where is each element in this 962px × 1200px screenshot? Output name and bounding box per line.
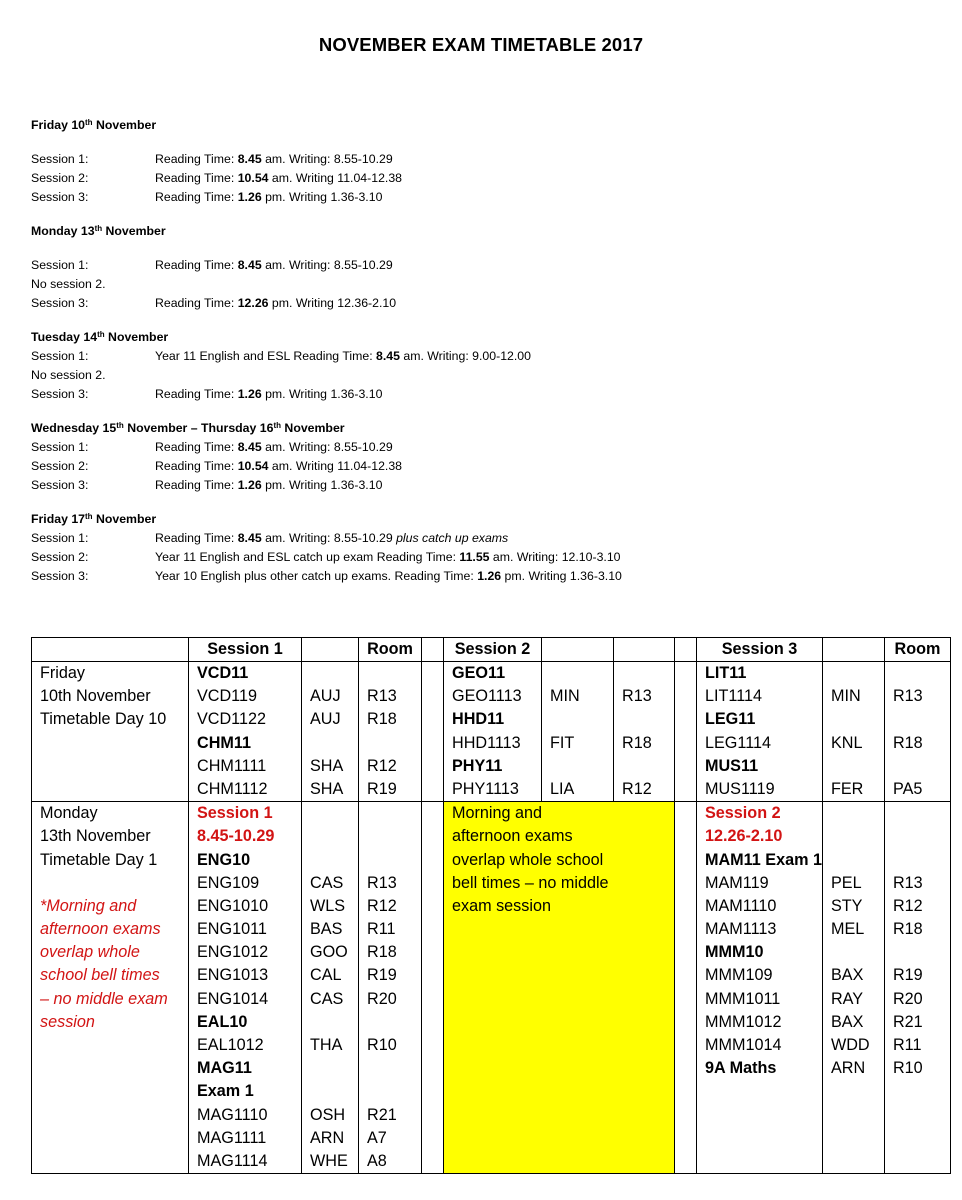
- header-session3: Session 3: [697, 638, 823, 662]
- session1-subjects: Session 1 8.45-10.29 ENG10 ENG109 ENG1010 ENG1011 ENG1012 ENG1013 ENG1014 EAL10 EAL1012 MAG11 Exam 1 MAG1110 MAG1111 MAG1114: [189, 802, 302, 1174]
- schedule-line: Session 2: Reading Time: 10.54 am. Writing 11.04-12.38: [31, 171, 403, 185]
- schedule-line: Session 3: Year 10 English plus other catch up exams. Reading Time: 1.26 pm. Writing 1.36-3.10: [31, 569, 622, 583]
- header-session1: Session 1: [189, 638, 302, 662]
- day-heading-fri17: Friday 17th November: [31, 512, 157, 526]
- day-heading-mon13: Monday 13th November: [31, 224, 166, 238]
- schedule-line: Session 2: Reading Time: 10.54 am. Writing 11.04-12.38: [31, 459, 403, 473]
- session-schedule: [31, 116, 931, 586]
- day-heading-tue14: Tuesday 14th November: [31, 330, 169, 344]
- session1-rooms: R13 R12 R11 R18 R19 R20 R10 R21 A7 A8: [359, 802, 422, 1174]
- session2-teachers: MIN FIT LIA: [542, 662, 614, 802]
- exam-timetable: [31, 637, 951, 1174]
- schedule-line: Session 2: Year 11 English and ESL catch up exam Reading Time: 11.55 am. Writing: 12.10-3.10: [31, 550, 621, 564]
- schedule-line: Session 3: Reading Time: 1.26 pm. Writing 1.36-3.10: [31, 387, 383, 401]
- schedule-line: No session 2.: [31, 368, 106, 382]
- session1-teachers: CAS WLS BAS GOO CAL CAS THA OSH ARN WHE: [302, 802, 359, 1174]
- session1-subjects: VCD11 VCD119 VCD1122 CHM11 CHM1111 CHM1112: [189, 662, 302, 802]
- schedule-line: Session 3: Reading Time: 12.26 pm. Writing 12.36-2.10: [31, 296, 397, 310]
- table-header-row: [32, 638, 951, 662]
- session2-subjects: GEO11 GEO1113 HHD11 HHD1113 PHY11 PHY1113: [444, 662, 542, 802]
- session3-subjects: LIT11 LIT1114 LEG11 LEG1114 MUS11 MUS1119: [697, 662, 823, 802]
- schedule-line: Session 3: Reading Time: 1.26 pm. Writing 1.36-3.10: [31, 478, 383, 492]
- table-row-monday: [32, 802, 951, 1174]
- schedule-line: Session 1: Reading Time: 8.45 am. Writing: 8.55-10.29: [31, 258, 393, 272]
- schedule-line: No session 2.: [31, 277, 106, 291]
- session3-rooms: R13 R12 R18 R19 R20 R21 R11 R10: [884, 802, 950, 1174]
- overlap-note: *Morning and: [40, 896, 137, 915]
- table-row-friday: [32, 662, 951, 802]
- day-heading-fri10: Friday 10th November: [31, 118, 157, 132]
- header-room: Room: [359, 638, 422, 662]
- day-heading-wed15: Wednesday 15th November – Thursday 16th November: [31, 421, 345, 435]
- schedule-line: Session 3: Reading Time: 1.26 pm. Writing 1.36-3.10: [31, 190, 383, 204]
- day-cell: Monday 13th November Timetable Day 1 *Morning and afternoon exams overlap whole school bell times – no middle exam session: [32, 802, 189, 1174]
- header-room-3: Room: [884, 638, 950, 662]
- day-cell: Friday 10th November Timetable Day 10: [32, 662, 189, 802]
- schedule-line: Session 1: Reading Time: 8.45 am. Writing: 8.55-10.29 plus catch up exams: [31, 531, 509, 545]
- header-session2: Session 2: [444, 638, 542, 662]
- session3-teachers: PEL STY MEL BAX RAY BAX WDD ARN: [822, 802, 884, 1174]
- session2-rooms: R13 R18 R12: [614, 662, 675, 802]
- page-title: NOVEMBER EXAM TIMETABLE 2017: [318, 34, 644, 55]
- session3-teachers: MIN KNL FER: [822, 662, 884, 802]
- session1-rooms: R13 R18 R12 R19: [359, 662, 422, 802]
- session3-rooms: R13 R18 PA5: [884, 662, 950, 802]
- schedule-line: Session 1: Reading Time: 8.45 am. Writing: 8.55-10.29: [31, 152, 393, 166]
- schedule-line: Session 1: Year 11 English and ESL Reading Time: 8.45 am. Writing: 9.00-12.00: [31, 349, 531, 363]
- no-middle-session-note: Morning and afternoon exams overlap whole school bell times – no middle exam session: [444, 802, 675, 1174]
- session3-subjects: Session 2 12.26-2.10 MAM11 Exam 1 MAM119 MAM1110 MAM1113 MMM10 MMM109 MMM1011 MMM1012 MMM1014 9A Maths: [697, 802, 823, 1174]
- schedule-line: Session 1: Reading Time: 8.45 am. Writing: 8.55-10.29: [31, 440, 393, 454]
- session1-teachers: AUJ AUJ SHA SHA: [302, 662, 359, 802]
